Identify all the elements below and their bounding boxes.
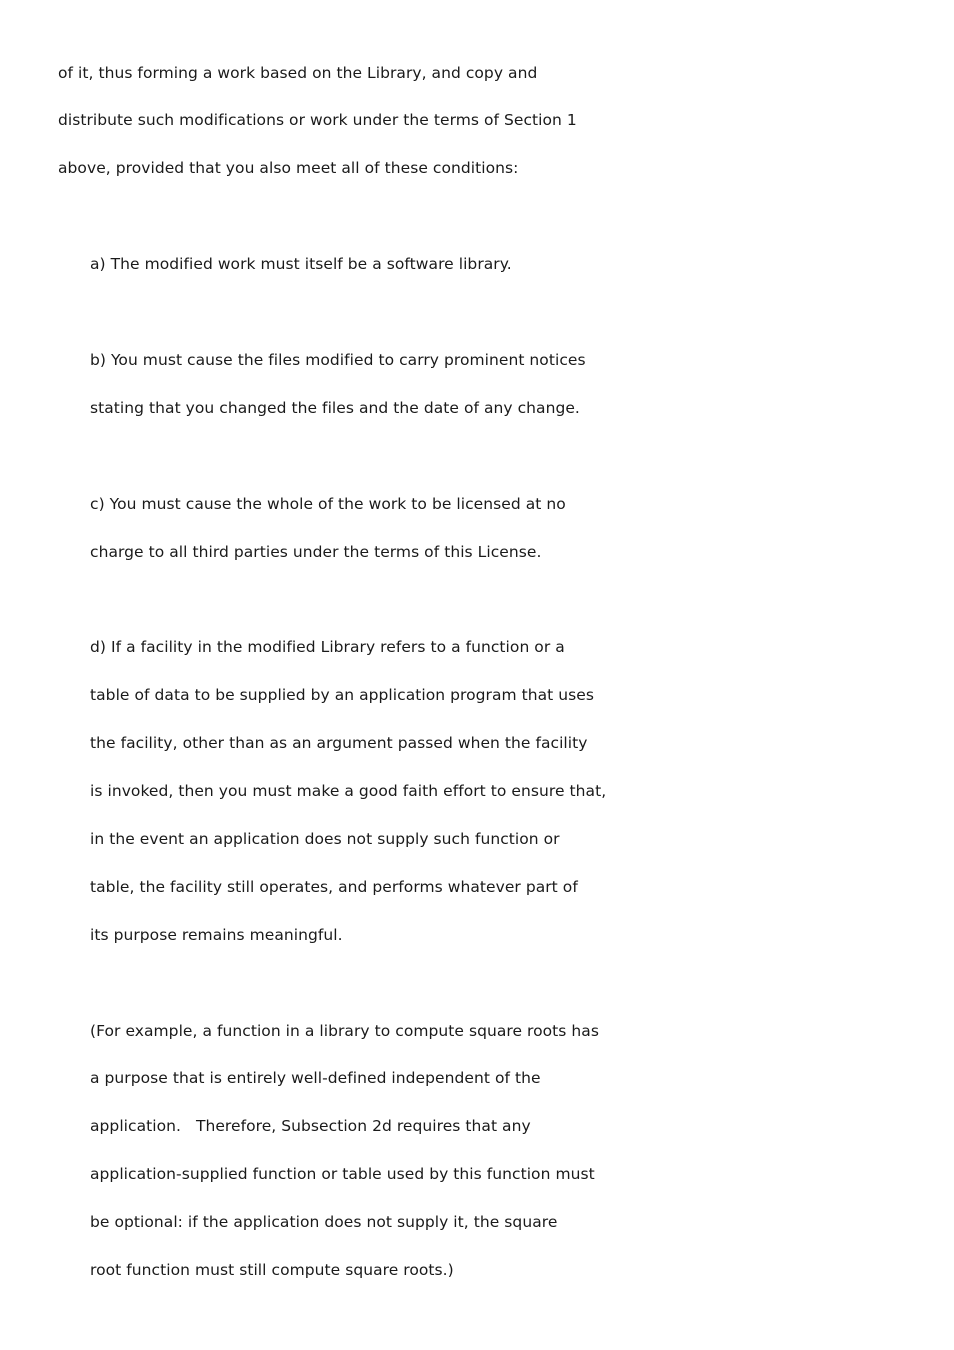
text-line: above, provided that you also meet all of these conditions: (58, 159, 519, 177)
text-line: table, the facility still operates, and performs whatever part of (90, 878, 578, 896)
text-line: the facility, other than as an argument passed when the facility (90, 734, 588, 752)
text-line: its purpose remains meaningful. (90, 926, 343, 944)
condition-b: b) You must cause the files modified to carry prominent notices (90, 351, 586, 369)
text-line: application-supplied function or table used by this function must (90, 1165, 595, 1183)
text-line: of it, thus forming a work based on the Library, and copy and (58, 64, 538, 82)
condition-c: c) You must cause the whole of the work to be licensed at no (90, 495, 566, 513)
text-line: a purpose that is entirely well-defined independent of the (90, 1069, 541, 1087)
text-line: be optional: if the application does not supply it, the square (90, 1213, 558, 1231)
text-line: table of data to be supplied by an application program that uses (90, 686, 594, 704)
condition-d: d) If a facility in the modified Library refers to a function or a (90, 638, 565, 656)
example-paragraph: (For example, a function in a library to compute square roots has (90, 1022, 599, 1040)
text-line: application. Therefore, Subsection 2d requires that any (90, 1117, 531, 1135)
text-line: is invoked, then you must make a good faith effort to ensure that, (90, 782, 607, 800)
text-line: charge to all third parties under the terms of this License. (90, 543, 542, 561)
text-line: in the event an application does not supply such function or (90, 830, 560, 848)
text-line: distribute such modifications or work under the terms of Section 1 (58, 111, 577, 129)
text-line: root function must still compute square roots.) (90, 1261, 454, 1279)
condition-a: a) The modified work must itself be a software library. (90, 255, 512, 273)
text-line: stating that you changed the files and the date of any change. (90, 399, 580, 417)
